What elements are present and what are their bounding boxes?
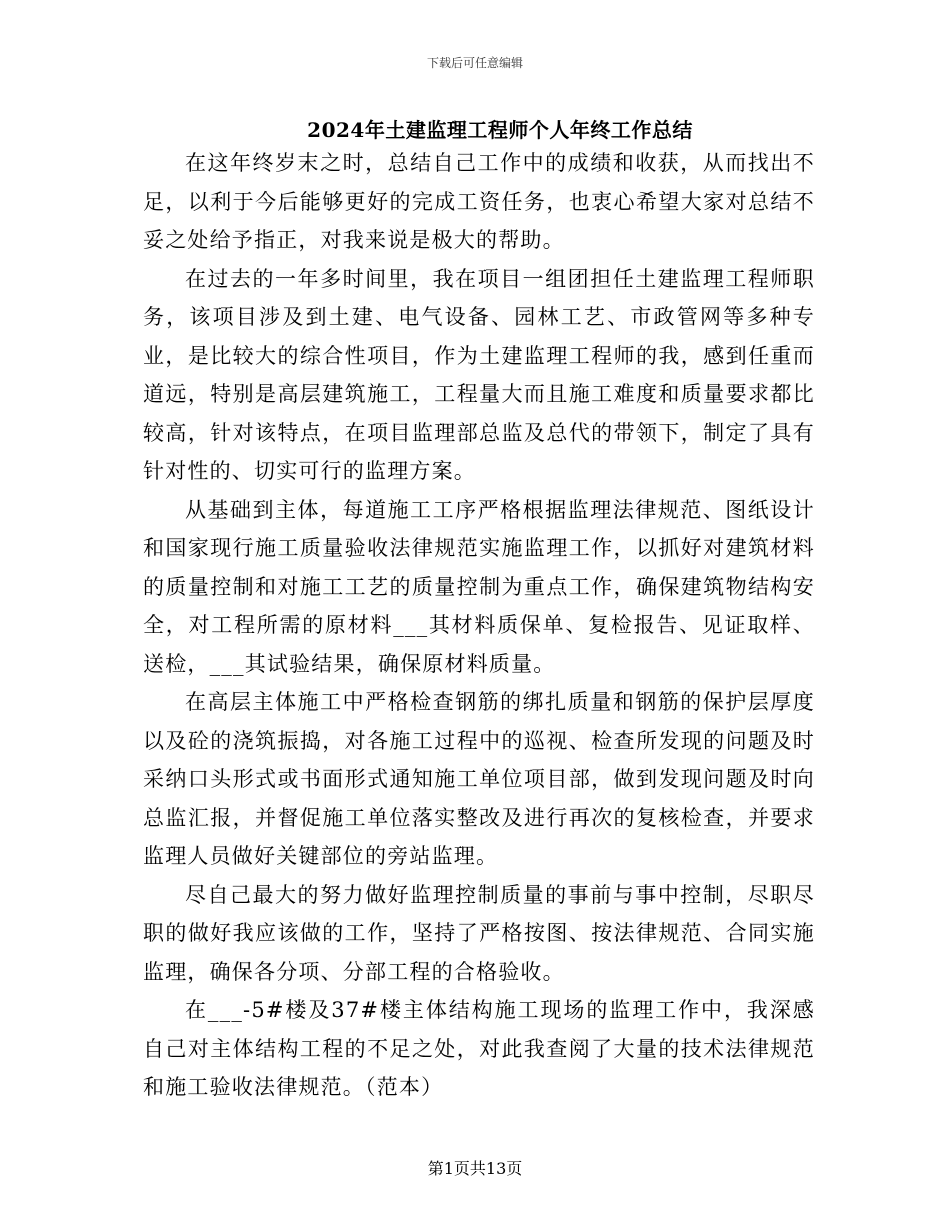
document-title: 2024年土建监理工程师个人年终工作总结 <box>307 118 693 142</box>
paragraph: 在过去的一年多时间里，我在项目一组团担任土建监理工程师职务，该项目涉及到土建、电气设备、园林工艺、市政管网等多种专业，是比较大的综合性项目，作为土建监理工程师的我，感到任重而道远，特别是高层建筑施工，工程量大而且施工难度和质量要求都比较高，针对该特点，在项目监理部总监及总代的带领下，制定了具有针对性的、切实可行的监理方案。 <box>143 266 815 483</box>
page-footer: 第1页共13页 <box>427 1159 523 1178</box>
paragraph: 从基础到主体，每道施工工序严格根据监理法律规范、图纸设计和国家现行施工质量验收法律规范实施监理工作，以抓好对建筑材料的质量控制和对施工工艺的质量控制为重点工作，确保建筑物结构安全，对工程所需的原材料___其材料质保单、复检报告、见证取样、送检，___其试验结果，确保原材料质量。 <box>143 497 815 676</box>
paragraph: 在这年终岁末之时，总结自己工作中的成绩和收获，从而找出不足，以利于今后能够更好的完成工资任务，也衷心希望大家对总结不妥之处给予指正，对我来说是极大的帮助。 <box>143 151 815 252</box>
paragraph: 尽自己最大的努力做好监理控制质量的事前与事中控制，尽职尽职的做好我应该做的工作，坚持了严格按图、按法律规范、合同实施监理，确保各分项、分部工程的合格验收。 <box>143 882 815 984</box>
paragraph: 在高层主体施工中严格检查钢筋的绑扎质量和钢筋的保护层厚度以及砼的浇筑振捣，对各施工过程中的巡视、检查所发现的问题及时采纳口头形式或书面形式通知施工单位项目部，做到发现问题及时向总监汇报，并督促施工单位落实整改及进行再次的复核检查，并要求监理人员做好关键部位的旁站监理。 <box>143 690 815 868</box>
document-body <box>143 144 815 1107</box>
header-note: 下载后可任意编辑 <box>426 56 523 70</box>
paragraph: 在___-5#楼及37#楼主体结构施工现场的监理工作中，我深感自己对主体结构工程的不足之处，对此我查阅了大量的技术法律规范和施工验收法律规范。（范本） <box>143 998 815 1099</box>
